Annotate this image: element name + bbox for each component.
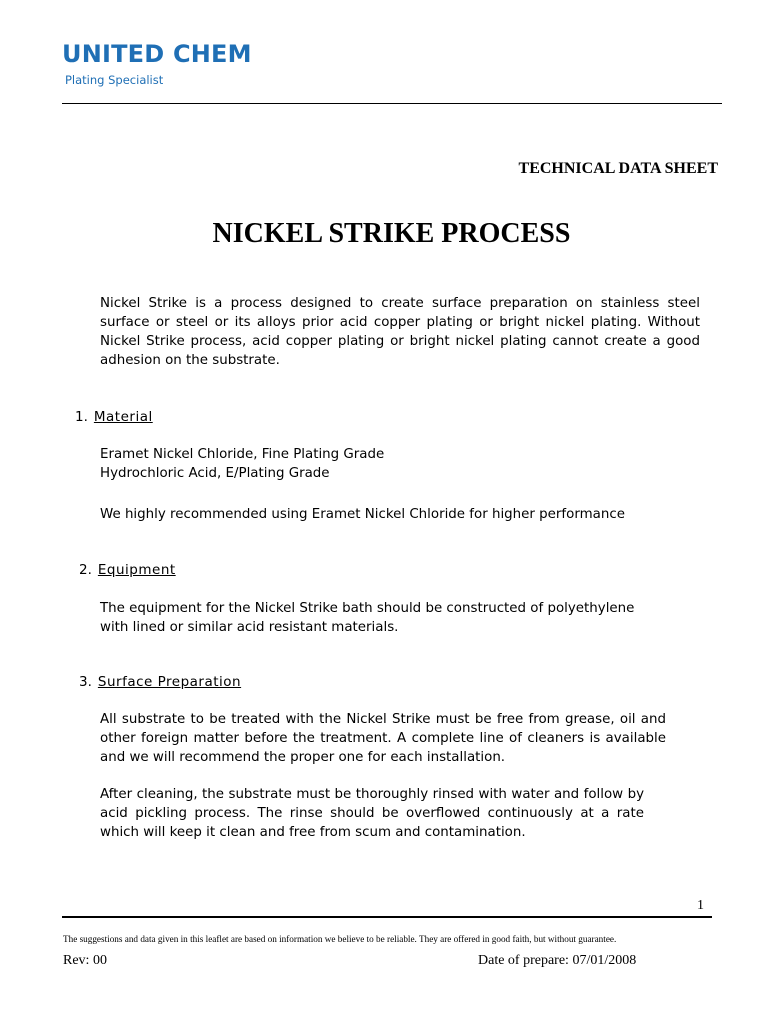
revision-label: Rev: 00 [63,953,107,968]
section-number: 1. [75,409,88,425]
section-number: 2. [79,562,92,578]
material-line: Eramet Nickel Chloride, Fine Plating Grade [100,447,385,462]
material-note: We highly recommended using Eramet Nickel Chloride for higher performance [100,507,625,522]
company-logo-text: UNITED CHEM [62,40,252,68]
company-tagline: Plating Specialist [65,73,164,87]
section-title: Equipment [97,562,176,578]
section-number: 3. [79,674,92,690]
intro-paragraph: Nickel Strike is a process designed to create surface preparation on stainless steel surface or steel or its alloys prior acid copper plating or bright nickel plating. Without Nickel Strike process, acid copper plating or bright nickel plating cannot create a good adhesion on the substrate. [100,296,700,368]
page-number: 1 [697,898,704,913]
footer-divider [62,916,712,918]
section-heading-surface-preparation [79,674,241,690]
footer-disclaimer: The suggestions and data given in this leaflet are based on information we believe to be reliable. They are offered in good faith, but without guarantee. [63,934,617,944]
surface-prep-paragraph: All substrate to be treated with the Nickel Strike must be free from grease, oil and other foreign matter before the treatment. A complete line of cleaners is available and we will recommend the proper one for each installation. [100,712,666,765]
document-type-label: TECHNICAL DATA SHEET [518,160,718,177]
header-divider [62,103,722,104]
equipment-line: with lined or similar acid resistant materials. [100,620,399,635]
equipment-line: The equipment for the Nickel Strike bath should be constructed of polyethylene [100,601,635,616]
section-title: Material [93,409,153,425]
surface-prep-paragraph: After cleaning, the substrate must be thoroughly rinsed with water and follow by acid pickling process. The rinse should be overflowed continuously at a rate which will keep it clean and free from scum and contamination. [100,787,644,840]
document-title: NICKEL STRIKE PROCESS [212,218,571,249]
material-line: Hydrochloric Acid, E/Plating Grade [100,466,330,481]
section-title: Surface Preparation [97,674,242,690]
section-heading-equipment [79,562,176,578]
prepare-date: Date of prepare: 07/01/2008 [478,953,637,968]
section-heading-material [75,409,153,425]
